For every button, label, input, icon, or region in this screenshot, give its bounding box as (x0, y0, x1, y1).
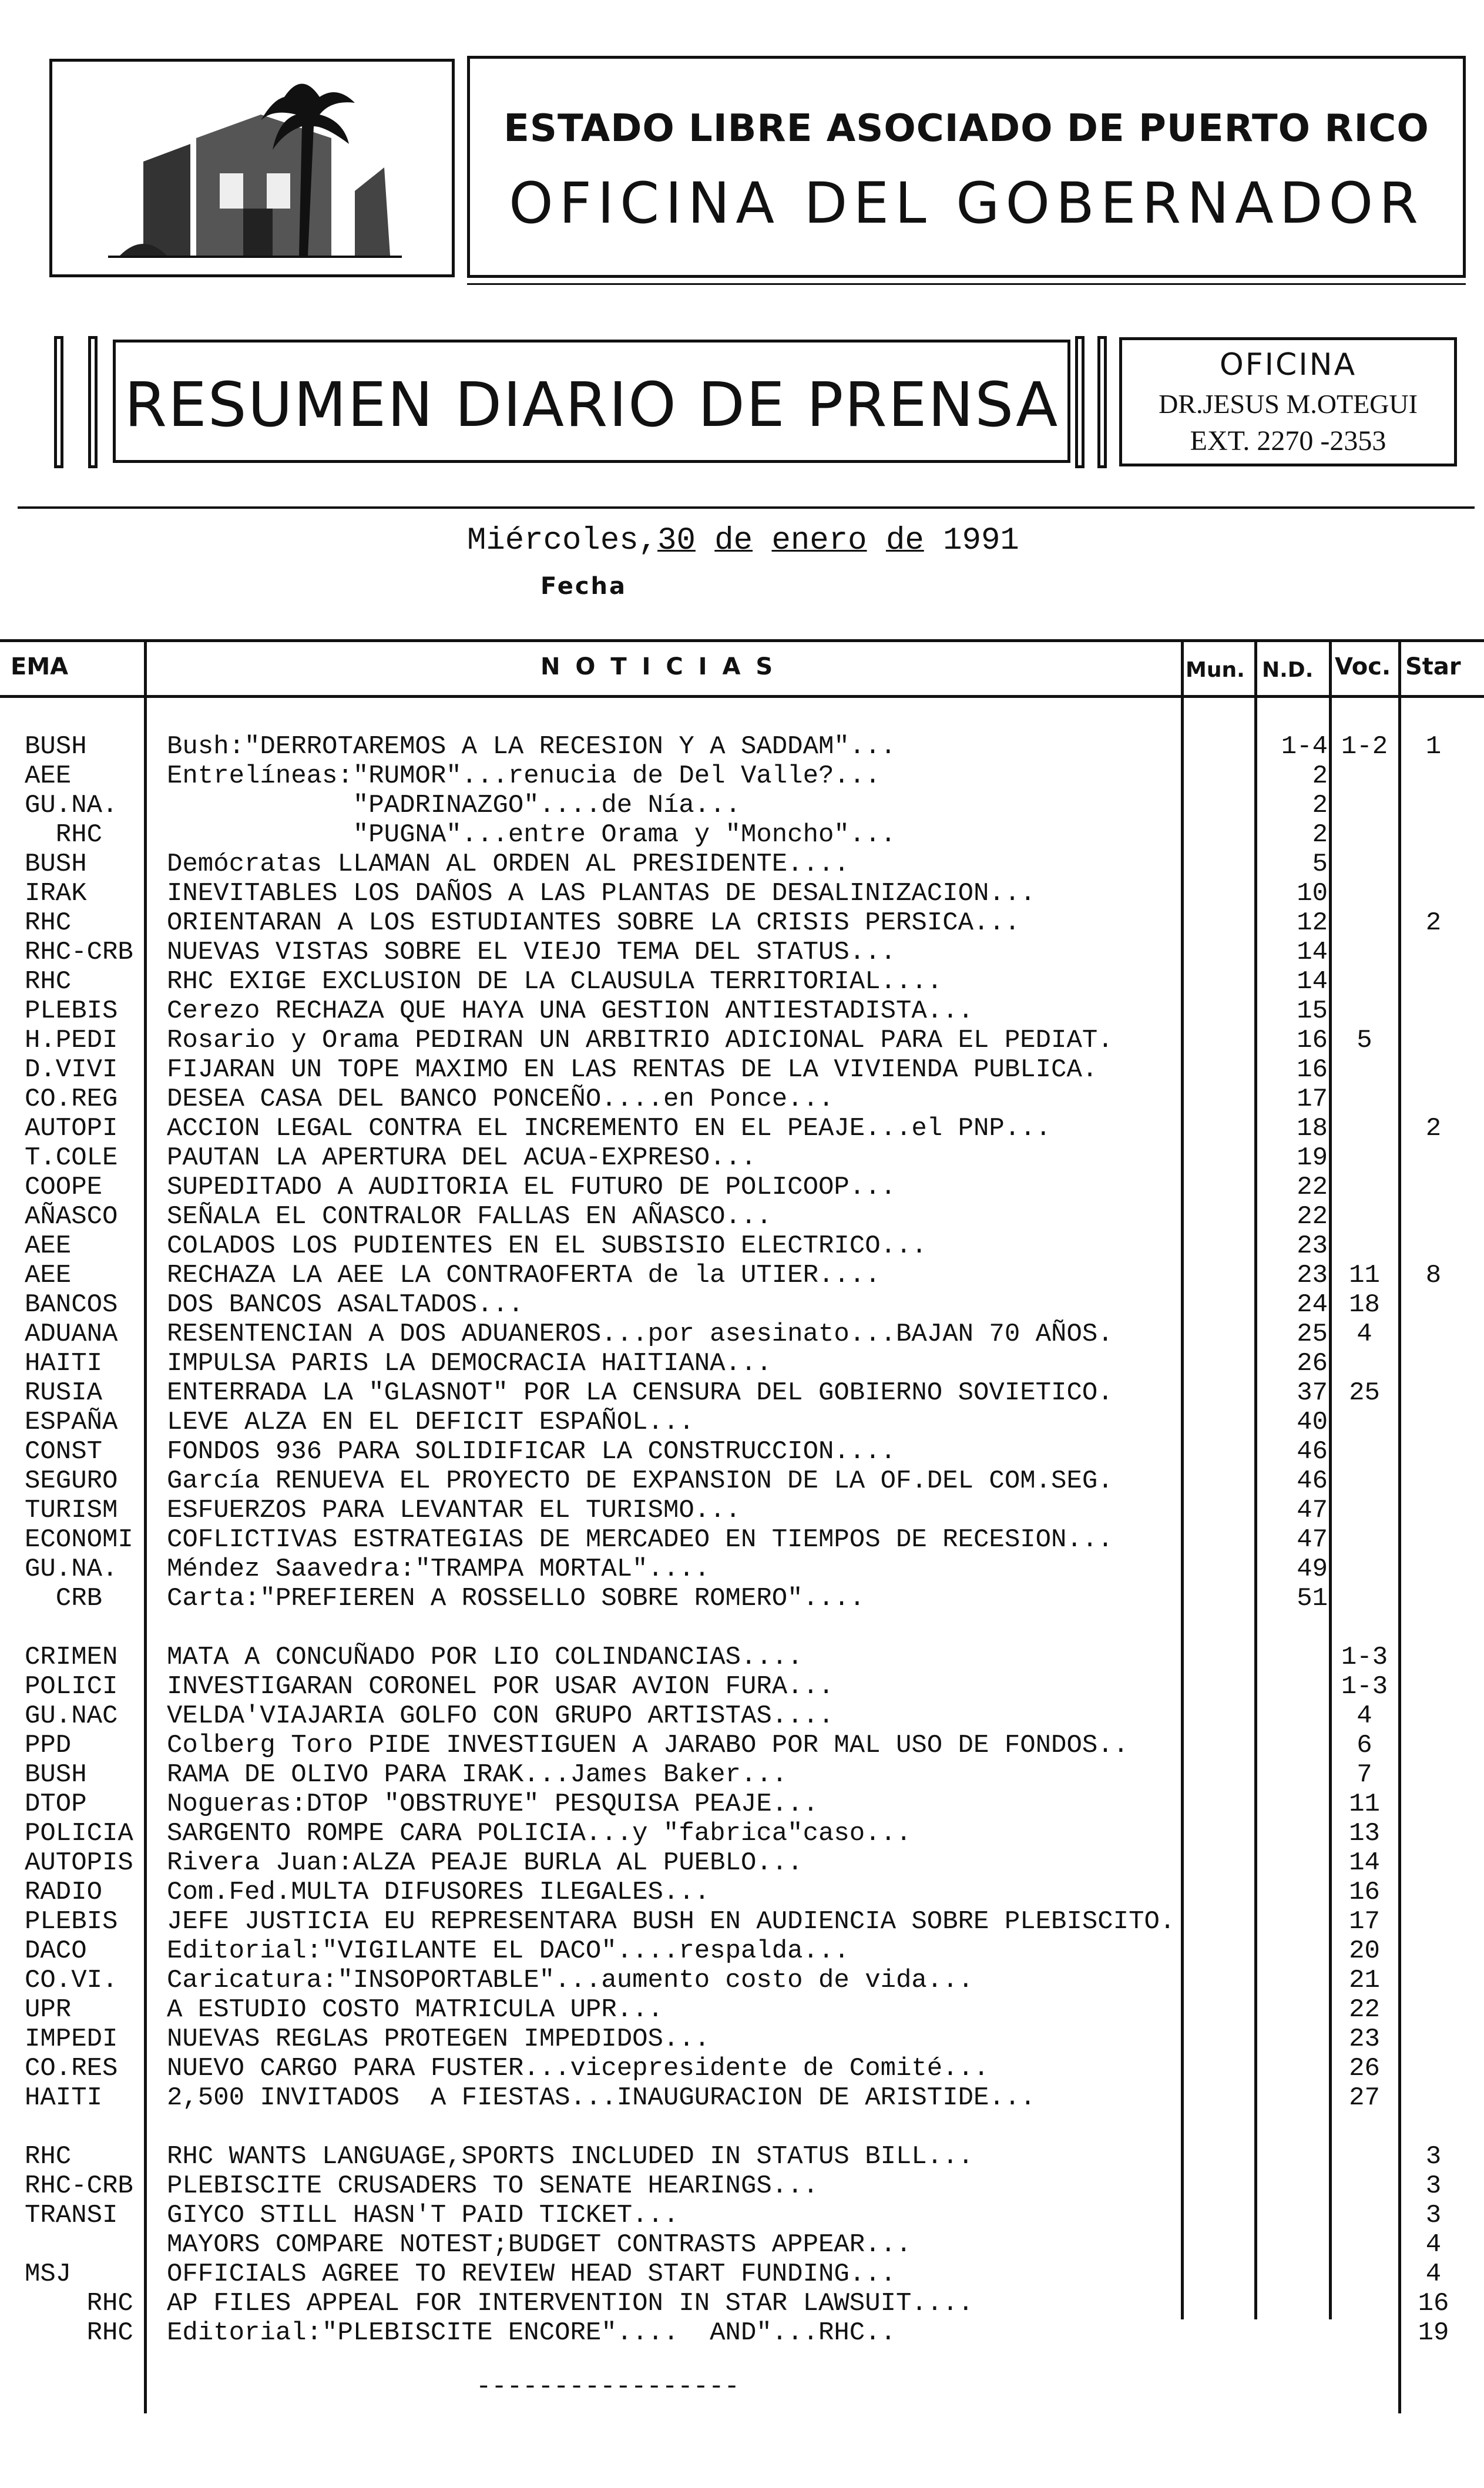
row-headline: NUEVO CARGO PARA FUSTER...vicepresidente de Comité... (167, 2054, 989, 2083)
row-headline: ORIENTARAN A LOS ESTUDIANTES SOBRE LA CRISIS PERSICA... (167, 908, 1020, 938)
row-voc-page: 1-2 (1341, 732, 1388, 761)
row-headline: NUEVAS VISTAS SOBRE EL VIEJO TEMA DEL STATUS... (167, 938, 897, 967)
row-voc-page: 22 (1349, 1995, 1380, 2024)
row-nd-page: 22 (1297, 1202, 1328, 1231)
header-divider (18, 506, 1475, 509)
column-header-mun: Mun. (1186, 658, 1245, 682)
row-tema: RADIO (25, 1878, 103, 1907)
row-nd-page: 49 (1297, 1554, 1328, 1584)
table-row (0, 1114, 1484, 1143)
row-tema: MSJ (25, 2259, 72, 2289)
row-voc-page: 17 (1349, 1907, 1380, 1936)
row-voc-page: 11 (1349, 1261, 1380, 1290)
table-row (0, 1466, 1484, 1496)
date-de-2: de (885, 523, 924, 559)
row-tema: UPR (25, 1995, 72, 2024)
row-headline: INVESTIGARAN CORONEL POR USAR AVION FURA... (167, 1672, 834, 1701)
resumen-banner-box (113, 340, 1070, 463)
row-star-page: 3 (1425, 2142, 1442, 2171)
table-row (0, 791, 1484, 820)
table-row (0, 1084, 1484, 1114)
date-line (467, 523, 1019, 559)
table-row (0, 2318, 1484, 2348)
row-star-page: 3 (1425, 2201, 1442, 2230)
row-tema: GU.NA. (25, 1554, 118, 1584)
row-tema: ADUANA (25, 1319, 118, 1349)
row-headline: OFFICIALS AGREE TO REVIEW HEAD START FUNDING... (167, 2259, 897, 2289)
table-row (0, 2230, 1484, 2259)
row-headline: Editorial:"VIGILANTE EL DACO"....respalda... (167, 1936, 850, 1966)
row-nd-page: 17 (1297, 1084, 1328, 1114)
decorative-bar-right-2 (1097, 336, 1107, 468)
seal-logo-box (49, 59, 455, 277)
table-row (0, 1525, 1484, 1554)
row-tema: BUSH (25, 1760, 87, 1789)
table-row (0, 1202, 1484, 1231)
row-headline: DOS BANCOS ASALTADOS... (167, 1290, 524, 1319)
row-nd-page: 14 (1297, 938, 1328, 967)
table-row (0, 1789, 1484, 1819)
row-nd-page: 2 (1312, 761, 1328, 791)
office-label: OFICINA (1219, 347, 1357, 382)
row-tema: GU.NAC (25, 1701, 118, 1731)
building-palm-logo-icon (108, 73, 402, 264)
table-row (0, 1701, 1484, 1731)
row-nd-page: 22 (1297, 1173, 1328, 1202)
row-tema: TURISM (25, 1496, 118, 1525)
table-row (0, 1760, 1484, 1789)
row-nd-page: 46 (1297, 1437, 1328, 1466)
row-nd-page: 19 (1297, 1143, 1328, 1173)
row-voc-page: 25 (1349, 1378, 1380, 1408)
table-row (0, 1349, 1484, 1378)
row-tema: POLICIA (25, 1819, 133, 1848)
row-tema: RHC-CRB (25, 938, 133, 967)
row-nd-page: 25 (1297, 1319, 1328, 1349)
row-nd-page: 47 (1297, 1496, 1328, 1525)
row-nd-page: 12 (1297, 908, 1328, 938)
row-tema: RHC (25, 967, 72, 996)
row-headline: Bush:"DERROTAREMOS A LA RECESION Y A SADDAM"... (167, 732, 897, 761)
row-nd-page: 51 (1297, 1584, 1328, 1613)
row-tema: T.COLE (25, 1143, 118, 1173)
row-headline: RECHAZA LA AEE LA CONTRAOFERTA de la UTIER.... (167, 1261, 881, 1290)
row-voc-page: 26 (1349, 2054, 1380, 2083)
table-row (0, 1995, 1484, 2024)
row-star-page: 16 (1418, 2289, 1449, 2318)
table-row (0, 1378, 1484, 1408)
footer-dashes: ----------------- (476, 2372, 740, 2402)
row-tema: GU.NA. (25, 791, 118, 820)
table-row (0, 1055, 1484, 1084)
table-row (0, 1261, 1484, 1290)
row-tema: PLEBIS (25, 1907, 118, 1936)
row-nd-page: 2 (1312, 791, 1328, 820)
row-headline: Entrelíneas:"RUMOR"...renucia de Del Valle?... (167, 761, 881, 791)
row-voc-page: 6 (1357, 1731, 1372, 1760)
row-nd-page: 47 (1297, 1525, 1328, 1554)
row-tema: H.PEDI (25, 1026, 118, 1055)
table-top-rule (0, 639, 1484, 642)
row-tema: BUSH (25, 732, 87, 761)
row-voc-page: 4 (1357, 1319, 1372, 1349)
table-row (0, 1731, 1484, 1760)
row-tema: SEGURO (25, 1466, 118, 1496)
row-tema: RHC (25, 2142, 72, 2171)
table-row (0, 1613, 1484, 1643)
table-header-rule (0, 695, 1484, 698)
table-row (0, 1554, 1484, 1584)
table-row (0, 1319, 1484, 1349)
office-extension: EXT. 2270 -2353 (1190, 425, 1386, 456)
row-headline: VELDA'VIAJARIA GOLFO CON GRUPO ARTISTAS.... (167, 1701, 834, 1731)
row-nd-page: 18 (1297, 1114, 1328, 1143)
row-voc-page: 21 (1349, 1966, 1380, 1995)
table-row (0, 1290, 1484, 1319)
decorative-bar-left-1 (54, 336, 63, 468)
table-row (0, 1643, 1484, 1672)
table-row (0, 2259, 1484, 2289)
row-nd-page: 26 (1297, 1349, 1328, 1378)
table-row (0, 1231, 1484, 1261)
row-tema: RUSIA (25, 1378, 103, 1408)
row-voc-page: 1-3 (1341, 1672, 1388, 1701)
table-row (0, 1173, 1484, 1202)
row-tema: IMPEDI (25, 2024, 118, 2054)
row-star-page: 8 (1425, 1261, 1442, 1290)
row-nd-page: 37 (1297, 1378, 1328, 1408)
row-headline: RHC WANTS LANGUAGE,SPORTS INCLUDED IN STATUS BILL... (167, 2142, 974, 2171)
row-headline: COFLICTIVAS ESTRATEGIAS DE MERCADEO EN TIEMPOS DE RECESION... (167, 1525, 1113, 1554)
row-voc-page: 14 (1349, 1848, 1380, 1878)
row-headline: 2,500 INVITADOS A FIESTAS...INAUGURACION DE ARISTIDE... (167, 2083, 1036, 2113)
row-tema: IRAK (25, 879, 87, 908)
row-headline: Méndez Saavedra:"TRAMPA MORTAL".... (167, 1554, 710, 1584)
row-headline: RHC EXIGE EXCLUSION DE LA CLAUSULA TERRITORIAL.... (167, 967, 943, 996)
row-tema: AEE (25, 1231, 72, 1261)
row-tema: D.VIVI (25, 1055, 118, 1084)
table-row (0, 1584, 1484, 1613)
date-weekday: Miércoles, (467, 523, 658, 559)
row-voc-page: 20 (1349, 1936, 1380, 1966)
date-month: enero (771, 523, 867, 559)
news-table-body (0, 732, 1484, 2348)
row-tema: CO.RES (25, 2054, 118, 2083)
column-header-nd: N.D. (1262, 658, 1314, 682)
row-headline: Rosario y Orama PEDIRAN UN ARBITRIO ADICIONAL PARA EL PEDIAT. (167, 1026, 1113, 1055)
row-nd-page: 40 (1297, 1408, 1328, 1437)
row-headline: Colberg Toro PIDE INVESTIGUEN A JARABO POR MAL USO DE FONDOS.. (167, 1731, 1129, 1760)
row-headline: SUPEDITADO A AUDITORIA EL FUTURO DE POLICOOP... (167, 1173, 897, 1202)
row-headline: "PUGNA"...entre Orama y "Moncho"... (167, 820, 897, 850)
table-row (0, 1408, 1484, 1437)
row-voc-page: 23 (1349, 2024, 1380, 2054)
table-row (0, 2289, 1484, 2318)
row-tema: PLEBIS (25, 996, 118, 1026)
resumen-title: RESUMEN DIARIO DE PRENSA (124, 369, 1059, 441)
row-nd-page: 46 (1297, 1466, 1328, 1496)
row-tema: BUSH (25, 850, 87, 879)
table-row (0, 1936, 1484, 1966)
row-star-page: 3 (1425, 2171, 1442, 2201)
row-headline: Carta:"PREFIEREN A ROSSELLO SOBRE ROMERO".... (167, 1584, 865, 1613)
column-header-star: Star (1405, 653, 1461, 680)
row-tema: TRANSI (25, 2201, 118, 2230)
row-tema: BANCOS (25, 1290, 118, 1319)
row-headline: FONDOS 936 PARA SOLIDIFICAR LA CONSTRUCCION.... (167, 1437, 897, 1466)
row-tema: ECONOMI (25, 1525, 133, 1554)
row-tema: RHC-CRB (25, 2171, 133, 2201)
row-tema: RHC (25, 908, 72, 938)
row-star-page: 4 (1425, 2230, 1442, 2259)
table-row (0, 1907, 1484, 1936)
table-row (0, 2201, 1484, 2230)
row-headline: Rivera Juan:ALZA PEAJE BURLA AL PUEBLO... (167, 1848, 803, 1878)
row-headline: JEFE JUSTICIA EU REPRESENTARA BUSH EN AUDIENCIA SOBRE PLEBISCITO. (167, 1907, 1176, 1936)
row-headline: Com.Fed.MULTA DIFUSORES ILEGALES... (167, 1878, 710, 1907)
column-header-voc: Voc. (1335, 653, 1391, 680)
row-nd-page: 2 (1312, 820, 1328, 850)
row-nd-page: 15 (1297, 996, 1328, 1026)
date-day: 30 (657, 523, 696, 559)
row-voc-page: 16 (1349, 1878, 1380, 1907)
row-headline: SEÑALA EL CONTRALOR FALLAS EN AÑASCO... (167, 1202, 772, 1231)
row-tema: AEE (25, 1261, 72, 1290)
row-headline: COLADOS LOS PUDIENTES EN EL SUBSISIO ELECTRICO... (167, 1231, 927, 1261)
row-voc-page: 1-3 (1341, 1643, 1388, 1672)
table-row (0, 1819, 1484, 1848)
row-headline: LEVE ALZA EN EL DEFICIT ESPAÑOL... (167, 1408, 694, 1437)
row-headline: ACCION LEGAL CONTRA EL INCREMENTO EN EL PEAJE...el PNP... (167, 1114, 1052, 1143)
table-row (0, 908, 1484, 938)
row-headline: García RENUEVA EL PROYECTO DE EXPANSION DE LA OF.DEL COM.SEG. (167, 1466, 1113, 1496)
row-headline: INEVITABLES LOS DAÑOS A LAS PLANTAS DE DESALINIZACION... (167, 879, 1036, 908)
row-voc-page: 27 (1349, 2083, 1380, 2113)
table-row (0, 732, 1484, 761)
row-headline: FIJARAN UN TOPE MAXIMO EN LAS RENTAS DE LA VIVIENDA PUBLICA. (167, 1055, 1098, 1084)
row-headline: NUEVAS REGLAS PROTEGEN IMPEDIDOS... (167, 2024, 710, 2054)
row-headline: GIYCO STILL HASN'T PAID TICKET... (167, 2201, 679, 2230)
table-row (0, 967, 1484, 996)
row-voc-page: 5 (1357, 1026, 1372, 1055)
row-headline: Nogueras:DTOP "OBSTRUYE" PESQUISA PEAJE... (167, 1789, 818, 1819)
office-contact-box (1119, 337, 1457, 466)
table-row (0, 2113, 1484, 2142)
title-underline (467, 283, 1466, 285)
row-tema: ESPAÑA (25, 1408, 118, 1437)
row-headline: ENTERRADA LA "GLASNOT" POR LA CENSURA DEL GOBIERNO SOVIETICO. (167, 1378, 1113, 1408)
row-tema: AÑASCO (25, 1202, 118, 1231)
row-nd-page: 10 (1297, 879, 1328, 908)
row-tema: RHC (25, 2289, 133, 2318)
row-tema: PPD (25, 1731, 72, 1760)
table-row (0, 2083, 1484, 2113)
table-row (0, 1026, 1484, 1055)
row-headline: AP FILES APPEAL FOR INTERVENTION IN STAR LAWSUIT.... (167, 2289, 974, 2318)
row-headline: RESENTENCIAN A DOS ADUANEROS...por asesinato...BAJAN 70 AÑOS. (167, 1319, 1113, 1349)
row-headline: RAMA DE OLIVO PARA IRAK...James Baker... (167, 1760, 788, 1789)
table-row (0, 1143, 1484, 1173)
row-headline: DESEA CASA DEL BANCO PONCEÑO....en Ponce... (167, 1084, 834, 1114)
row-headline: Cerezo RECHAZA QUE HAYA UNA GESTION ANTIESTADISTA... (167, 996, 974, 1026)
table-row (0, 2142, 1484, 2171)
row-tema: CRB (25, 1584, 103, 1613)
row-tema: HAITI (25, 2083, 103, 2113)
table-row (0, 1878, 1484, 1907)
row-nd-page: 23 (1297, 1231, 1328, 1261)
row-headline: A ESTUDIO COSTO MATRICULA UPR... (167, 1995, 663, 2024)
row-star-page: 19 (1418, 2318, 1449, 2348)
table-row (0, 2024, 1484, 2054)
row-headline: SARGENTO ROMPE CARA POLICIA...y "fabrica"caso... (167, 1819, 912, 1848)
decorative-bar-right-1 (1075, 336, 1085, 468)
table-row (0, 938, 1484, 967)
table-row (0, 761, 1484, 791)
table-row (0, 1496, 1484, 1525)
table-row (0, 1966, 1484, 1995)
governor-office-title: OFICINA DEL GOBERNADOR (509, 170, 1424, 236)
commonwealth-title: ESTADO LIBRE ASOCIADO DE PUERTO RICO (503, 107, 1429, 150)
row-tema: CRIMEN (25, 1643, 118, 1672)
row-headline: ESFUERZOS PARA LEVANTAR EL TURISMO... (167, 1496, 741, 1525)
agency-title-box (467, 56, 1466, 278)
row-nd-page: 23 (1297, 1261, 1328, 1290)
decorative-bar-left-2 (88, 336, 98, 468)
row-headline: MATA A CONCUÑADO POR LIO COLINDANCIAS.... (167, 1643, 803, 1672)
table-row (0, 1672, 1484, 1701)
table-row (0, 2054, 1484, 2083)
column-header-tema: EMA (11, 653, 69, 680)
row-headline: PAUTAN LA APERTURA DEL ACUA-EXPRESO... (167, 1143, 757, 1173)
row-headline: Demócratas LLAMAN AL ORDEN AL PRESIDENTE.... (167, 850, 850, 879)
row-voc-page: 7 (1357, 1760, 1372, 1789)
row-voc-page: 13 (1349, 1819, 1380, 1848)
table-row (0, 996, 1484, 1026)
row-nd-page: 14 (1297, 967, 1328, 996)
row-star-page: 2 (1425, 1114, 1442, 1143)
row-headline: PLEBISCITE CRUSADERS TO SENATE HEARINGS... (167, 2171, 818, 2201)
row-tema: AUTOPI (25, 1114, 118, 1143)
date-de-1: de (714, 523, 753, 559)
row-nd-page: 5 (1312, 850, 1328, 879)
date-caption: Fecha (540, 573, 627, 600)
row-nd-page: 16 (1297, 1026, 1328, 1055)
table-row (0, 850, 1484, 879)
column-header-noticias: N O T I C I A S (540, 653, 777, 680)
row-voc-page: 11 (1349, 1789, 1380, 1819)
row-nd-page: 16 (1297, 1055, 1328, 1084)
row-tema: COOPE (25, 1173, 103, 1202)
row-star-page: 4 (1425, 2259, 1442, 2289)
row-tema: RHC (25, 2318, 133, 2348)
table-row (0, 2171, 1484, 2201)
row-tema: CO.VI. (25, 1966, 118, 1995)
row-tema: AUTOPIS (25, 1848, 133, 1878)
row-tema: HAITI (25, 1349, 103, 1378)
row-tema: DTOP (25, 1789, 87, 1819)
row-tema: DACO (25, 1936, 87, 1966)
row-headline: Editorial:"PLEBISCITE ENCORE".... AND"...RHC.. (167, 2318, 897, 2348)
row-headline: Caricatura:"INSOPORTABLE"...aumento costo de vida... (167, 1966, 974, 1995)
table-row (0, 879, 1484, 908)
row-voc-page: 18 (1349, 1290, 1380, 1319)
date-year: 1991 (943, 523, 1019, 559)
row-tema: AEE (25, 761, 72, 791)
table-row (0, 820, 1484, 850)
row-tema: CONST (25, 1437, 103, 1466)
row-tema: RHC (25, 820, 103, 850)
row-nd-page: 24 (1297, 1290, 1328, 1319)
row-nd-page: 1-4 (1281, 732, 1328, 761)
row-tema: POLICI (25, 1672, 118, 1701)
office-director: DR.JESUS M.OTEGUI (1159, 389, 1418, 419)
row-voc-page: 4 (1357, 1701, 1372, 1731)
table-row (0, 1848, 1484, 1878)
row-headline: MAYORS COMPARE NOTEST;BUDGET CONTRASTS APPEAR... (167, 2230, 912, 2259)
table-row (0, 1437, 1484, 1466)
row-star-page: 2 (1425, 908, 1442, 938)
row-tema: CO.REG (25, 1084, 118, 1114)
row-headline: IMPULSA PARIS LA DEMOCRACIA HAITIANA... (167, 1349, 772, 1378)
row-headline: "PADRINAZGO"....de Nía... (167, 791, 741, 820)
row-star-page: 1 (1425, 732, 1442, 761)
